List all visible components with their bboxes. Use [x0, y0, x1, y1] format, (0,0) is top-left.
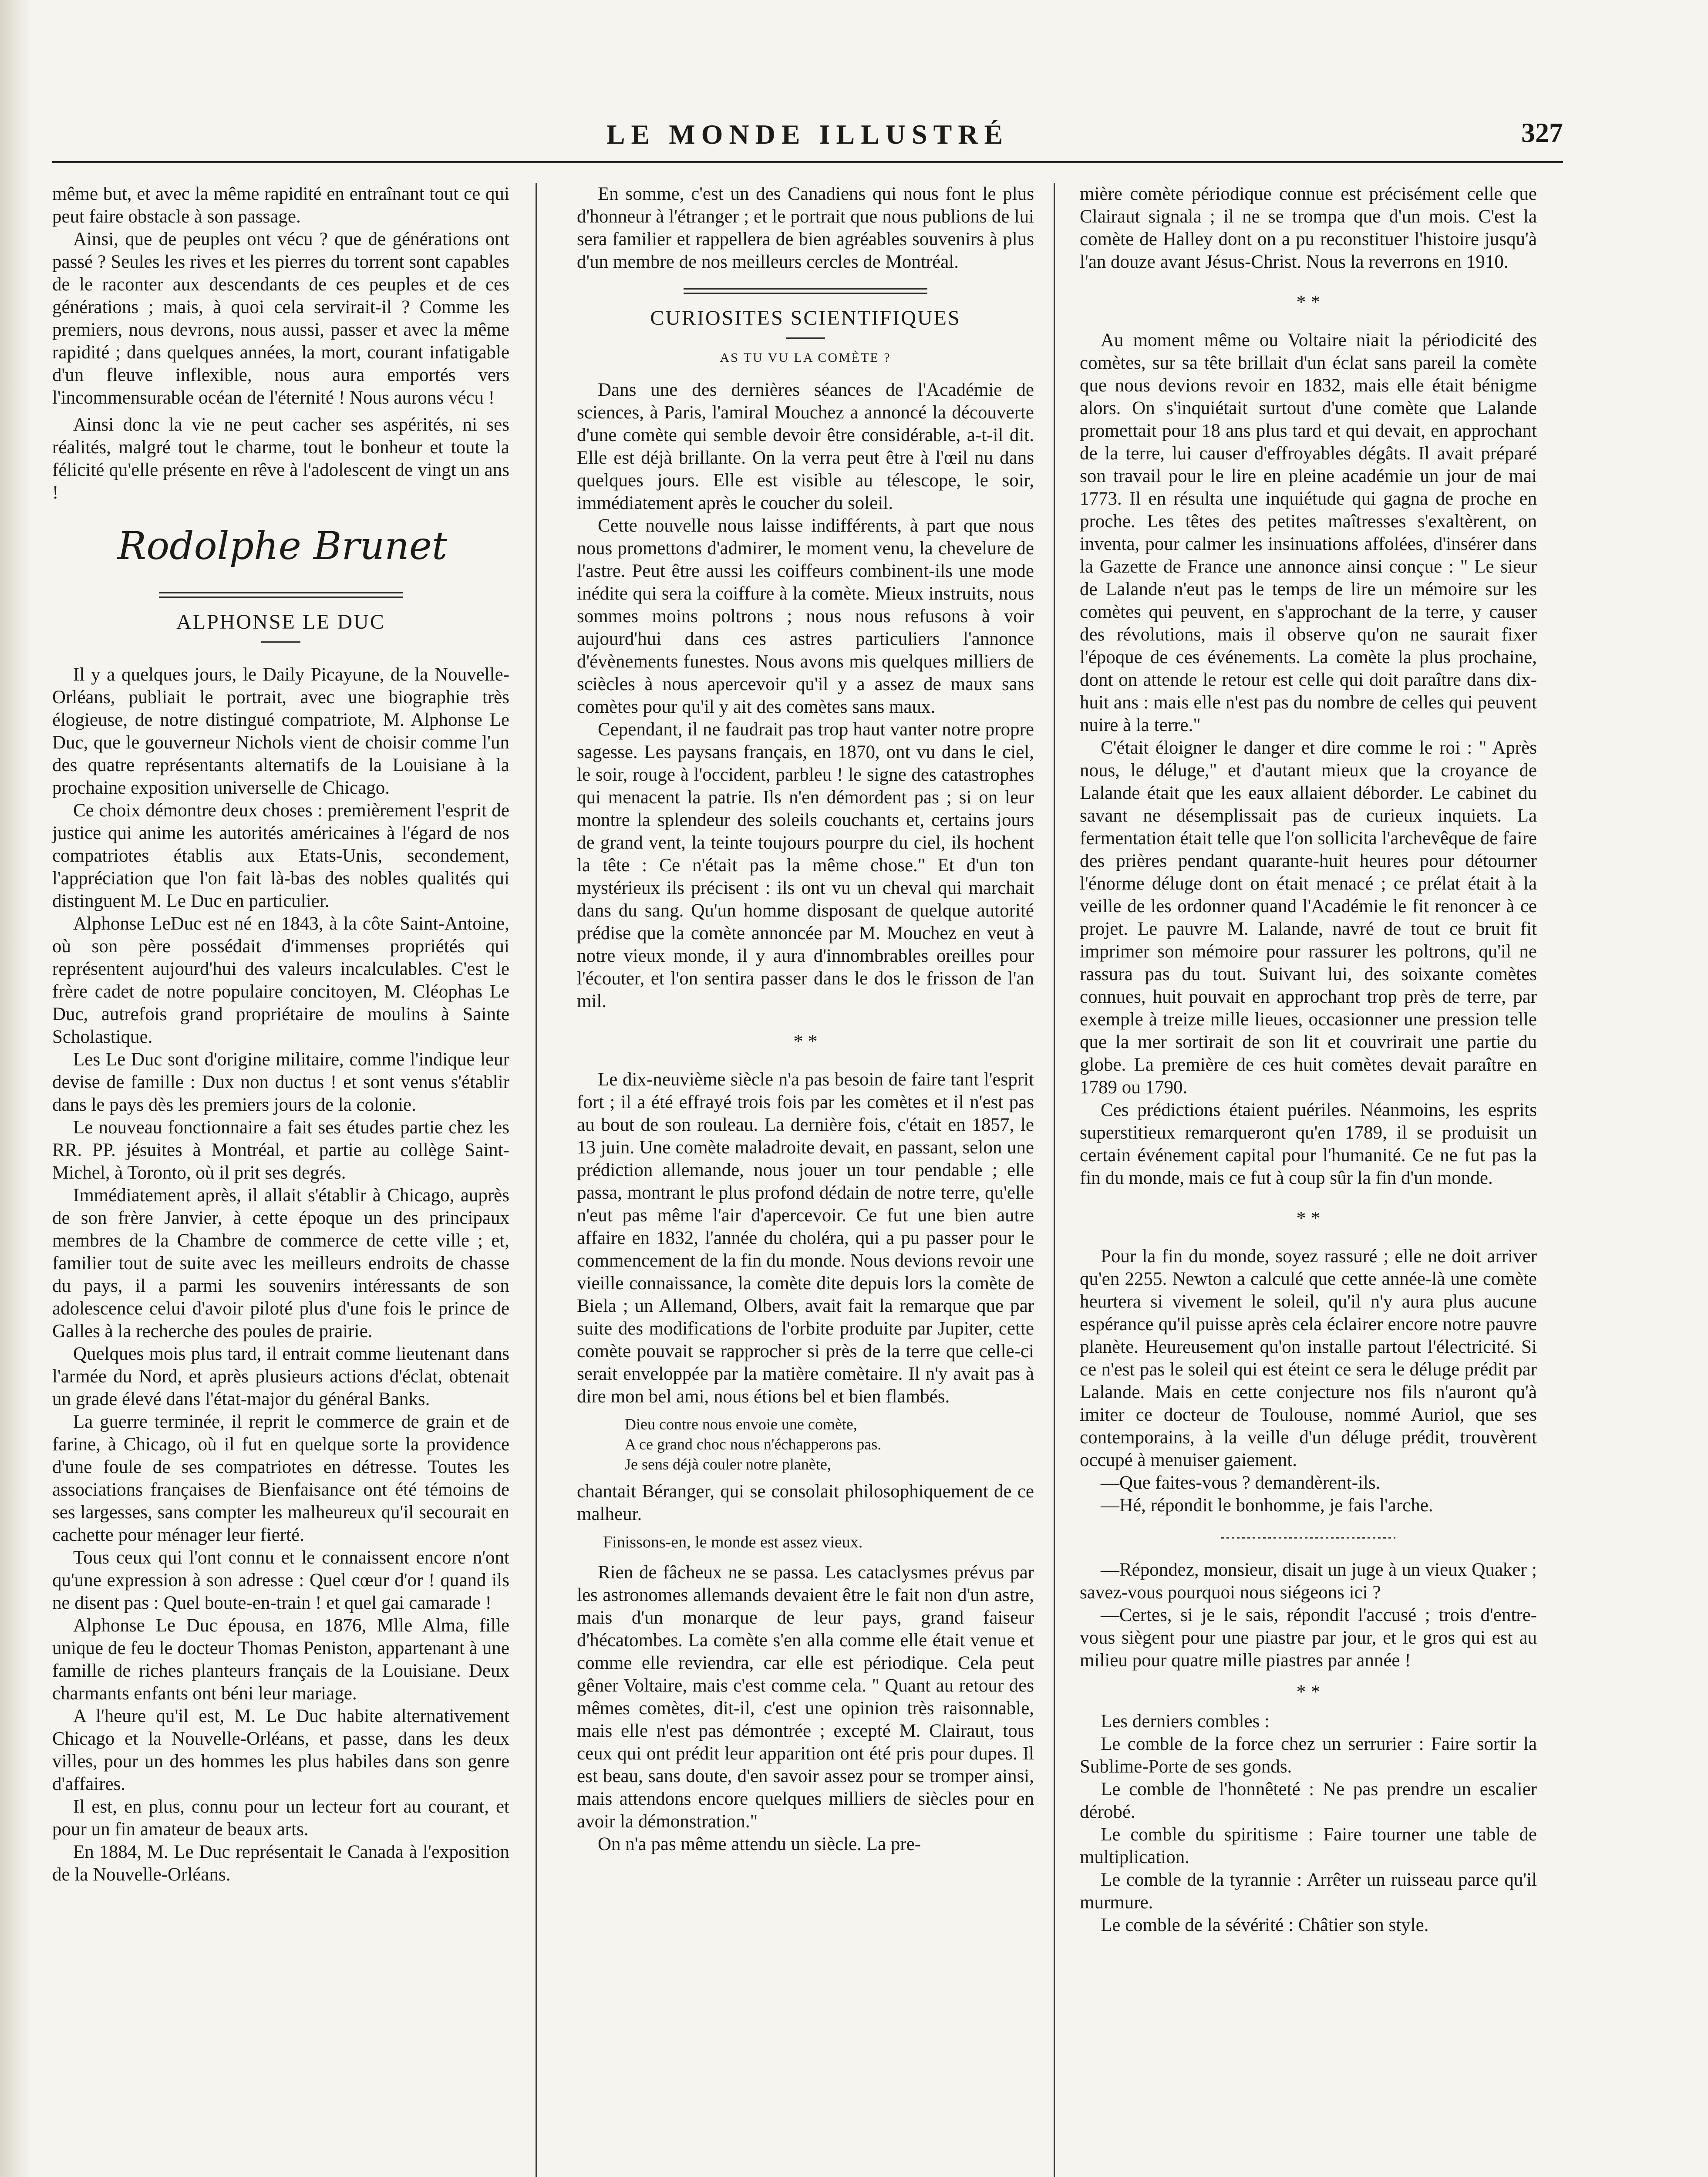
- article-title: ALPHONSE LE DUC: [176, 610, 385, 634]
- paragraph: La guerre terminée, il reprit le commerce de grain et de farine, à Chicago, où il fut en quelque sorte la providence d'une foule de ses compatriotes en détresse. Toutes les associations françaises de Bienfaisance ont été témoins de ses largesses, sans compter les malheureux qu'il secourait en cachette pour ménager leur fierté.: [52, 1412, 509, 1545]
- paragraph: Le comble de la force chez un serrurier : Faire sortir la Sublime-Porte de ses gonds.: [1080, 1734, 1537, 1777]
- paragraph: —Que faites-vous ? demandèrent-ils.: [1101, 1473, 1381, 1493]
- paragraph: —Hé, répondit le bonhomme, je fais l'arche.: [1101, 1495, 1433, 1516]
- paragraph: Le nouveau fonctionnaire a fait ses études partie chez les RR. PP. jésuites à Montréal, et partie au collège Saint-Michel, à Toronto, où il prit ses degrés.: [52, 1117, 509, 1183]
- paragraph: Il y a quelques jours, le Daily Picayune, de la Nouvelle-Orléans, publiait le portrait, avec une biographie très élogieuse, de notre distingué compatriote, M. Alphonse Le Duc, que le gouverneur Nichols vient de choisir comme l'un des quatre représentants alternatifs de la Louisiane à la prochaine exposition universelle de Chicago.: [52, 664, 509, 798]
- paragraph: Rien de fâcheux ne se passa. Les cataclysmes prévus par les astronomes allemands devaient être le fait non d'un astre, mais d'un monarque de leur pays, grand faiseur d'hécatombes. La comète s'en alla comme elle était venue et comme elle reviendra, car elle est périodique. Cela peut gêner Voltaire, mais c'est comme cela. " Quant au retour des mêmes comètes, dit-il, c'est une opinion très raisonnable, mais elle n'est pas démontrée ; excepté M. Clairaut, tous ceux qui ont prédit leur apparition ont été pris pour dupes. Il est beau, sans doute, d'en savoir assez pour se tromper ainsi, mais attendons encore quelques milliers de siècles pour en avoir la démonstration.": [577, 1562, 1034, 1832]
- column-3: [1080, 183, 1537, 1937]
- paragraph: Immédiatement après, il allait s'établir à Chicago, auprès de son frère Janvier, à cette époque un des principaux membres de la Chambre de commerce de cette ville ; et, familier tout de suite avec les meilleurs endroits de chasse du pays, il a parmi les souvenirs intéressants de son adolescence celui d'avoir piloté plus d'une fois le prince de Galles à la recherche des poules de prairie.: [52, 1185, 509, 1341]
- paragraph: Les derniers combles :: [1101, 1711, 1270, 1732]
- section-title: CURIOSITES SCIENTIFIQUES: [650, 307, 961, 330]
- asterism: * *: [793, 1031, 818, 1052]
- paragraph: —Certes, si je le sais, répondit l'accusé ; trois d'entre-vous siègent pour une piastre par jour, et le gros qui est au milieu pour quatre mille piastres par année !: [1080, 1605, 1537, 1671]
- paragraph: Ainsi donc la vie ne peut cacher ses aspérités, ni ses réalités, malgré tout le charme, tout le bonheur et toute la félicité qu'elle présente en rêve à l'adolescent de vingt un ans !: [52, 415, 509, 503]
- paragraph: En 1884, M. Le Duc représentait le Canada à l'exposition de la Nouvelle-Orléans.: [52, 1842, 509, 1885]
- verse-line: Dieu contre nous envoie une comète,: [625, 1415, 857, 1433]
- section-divider: [684, 288, 927, 294]
- paragraph: On n'a pas même attendu un siècle. La pre-: [598, 1834, 921, 1854]
- article-subtitle: AS TU VU LA COMÈTE ?: [720, 350, 891, 365]
- page-header: [52, 109, 1563, 163]
- column-rule: [536, 183, 537, 2177]
- paragraph: même but, et avec la même rapidité en entraînant tout ce qui peut faire obstacle à son passage.: [52, 184, 509, 227]
- verse-line: A ce grand choc nous n'échapperons pas.: [625, 1436, 882, 1453]
- paragraph: Il est, en plus, connu pour un lecteur fort au courant, et pour un fin amateur de beaux arts.: [52, 1796, 509, 1840]
- paragraph: chantait Béranger, qui se consolait philosophiquement de ce malheur.: [577, 1481, 1034, 1524]
- journal-title: LE MONDE ILLUSTRÉ: [606, 119, 1009, 150]
- verse-quote: [625, 1414, 1034, 1474]
- paragraph: Dans une des dernières séances de l'Académie de sciences, à Paris, l'amiral Mouchez a annoncé la découverte d'une comète qui semble devoir être considérable, a-t-il dit. Elle est déjà brillante. On la verra peut être à l'œil nu dans quelques jours. Elle est visible au télescope, le soir, immédiatement après le coucher du soleil.: [577, 380, 1034, 513]
- asterism: * *: [1296, 1207, 1321, 1229]
- verse-line: Je sens déjà couler notre planète,: [625, 1456, 831, 1473]
- paragraph: Tous ceux qui l'ont connu et le connaissent encore n'ont qu'une expression à son adresse : Quel cœur d'or ! quand ils ne disent pas : Quel boute-en-train ! et quel gai camarade !: [52, 1547, 509, 1613]
- paragraph: A l'heure qu'il est, M. Le Duc habite alternativement Chicago et la Nouvelle-Orléans, et passe, dans les deux villes, pour un des hommes les plus habiles dans son genre d'affaires.: [52, 1706, 509, 1794]
- paragraph: Pour la fin du monde, soyez rassuré ; elle ne doit arriver qu'en 2255. Newton a calculé que cette année-là une comète heurtera si vivement le soleil, qu'il n'y aura plus aucune espérance qu'il puisse après cela éclairer encore notre pauvre planète. Heureusement qu'on installe partout l'électricité. Si ce n'est pas le soleil qui est éteint ce sera le déluge prédit par Lalande. Mais en cette conjecture nos fils n'auront qu'à imiter ce docteur de Toulouse, nommé Auriol, que ses contemporains, à la veille d'un déluge prédit, trouvèrent occupé à menuiser gaiement.: [1080, 1246, 1537, 1470]
- paragraph: Ce choix démontre deux choses : premièrement l'esprit de justice qui anime les autorités américaines à l'égard de nos compatriotes établis aux Etats-Unis, secondement, l'appréciation que l'on fait là-bas des nobles qualités qui distinguent M. Le Duc en particulier.: [52, 800, 509, 911]
- paragraph: En somme, c'est un des Canadiens qui nous font le plus d'honneur à l'étranger ; et le portrait que nous publions de lui sera familier et rappellera de bien agréables souvenirs à plus d'un membre de nos meilleurs cercles de Montréal.: [577, 184, 1034, 272]
- paragraph: Cependant, il ne faudrait pas trop haut vanter notre propre sagesse. Les paysans français, en 1870, ont vu dans le ciel, le soir, rouge à l'occident, parbleu ! le signe des catastrophes qui menacent la patrie. Ils n'en démordent pas ; si on leur montre la splendeur des soleils couchants et, certains jours de grand vent, la teinte toujours pourpre du ciel, ils hochent la tête : Ce n'était pas la même chose." Et d'un ton mystérieux ils précisent : ils ont vu un cheval qui marchait dans du sang. Qu'un homme disposant de quelque autorité prédise que la comète annoncée par M. Mouchez en veut à notre vieux monde, il y aura d'innombrables oreilles pour l'écouter, et l'on sentira passer dans le dos le frisson de l'an mil.: [577, 719, 1034, 1011]
- verse-quote: Finissons-en, le monde est assez vieux.: [603, 1533, 863, 1551]
- paragraph: Ainsi, que de peuples ont vécu ? que de générations ont passé ? Seules les rives et les pierres du torrent sont capables de le raconter aux descendants de ces peuples et de ces générations ; mais, à quoi cela servirait-il ? Comme les premiers, nous devrons, nous aussi, passer et avec la même rapidité ; dans quelques années, la mort, courant infatigable d'un fleuve inflexible, nous aura emportés vers l'incommensurable océan de l'éternité ! Nous aurons vécu !: [52, 229, 509, 408]
- title-rule: [261, 641, 300, 643]
- paragraph: C'était éloigner le danger et dire comme le roi : " Après nous, le déluge," et d'autant mieux que la croyance de Lalande était que les eaux allaient déborder. Le cabinet du savant ne désemplissait pas de curieux inquiets. La fermentation était telle que l'on sollicita l'archevêque de faire des prières pendant quarante-huit heures pour détourner l'énorme déluge dont on était menacé ; ce prélat était à la veille de les ordonner quand l'Académie le fit renoncer à ce projet. Le pauvre M. Lalande, navré de tout ce bruit fit imprimer son mémoire pour rassurer les poltrons, qu'il ne rassura pas du tout. Suivant lui, des soixante comètes connues, huit pouvait en approchant trop près de terre, par exemple à treize mille lieues, occasionner une pression telle que la mer sortirait de son lit et couvrirait une partie du globe. La première de ces huit comètes devait paraître en 1789 ou 1790.: [1080, 738, 1537, 1098]
- paragraph: Quelques mois plus tard, il entrait comme lieutenant dans l'armée du Nord, et après plusieurs actions d'éclat, obtenait un grade élevé dans l'état-major du général Banks.: [52, 1344, 509, 1409]
- column-1: [52, 183, 509, 1886]
- paragraph: —Répondez, monsieur, disait un juge à un vieux Quaker ; savez-vous pourquoi nous siégeons ici ?: [1080, 1560, 1537, 1603]
- title-rule: [786, 337, 825, 339]
- paragraph: Cette nouvelle nous laisse indifférents, à part que nous nous promettons d'admirer, le moment venu, la chevelure de l'astre. Peut être aussi les coiffeurs combinent-ils une mode inédite qui sera la coiffure à la comète. Mieux instruits, nous sommes moins poltrons ; nous nous refusons à voir aujourd'hui dans ces astres particuliers l'annonce d'évènements funestes. Nous avons mis quelques milliers de sciècles à nous apercevoir qu'il y a assez de maux sans comètes pour qu'il y ait des comètes sans maux.: [577, 516, 1034, 717]
- asterism: * *: [1296, 291, 1321, 313]
- ornamental-divider: [1221, 1534, 1395, 1541]
- page-number: 327: [1521, 117, 1563, 148]
- paragraph: Le comble du spiritisme : Faire tourner une table de multiplication.: [1080, 1824, 1537, 1867]
- paragraph: Les Le Duc sont d'origine militaire, comme l'indique leur devise de famille : Dux non ductus ! et sont venus s'établir dans le pays dès les premiers jours de la colonie.: [52, 1049, 509, 1115]
- paragraph: Le dix-neuvième siècle n'a pas besoin de faire tant l'esprit fort ; il a été effrayé trois fois par les comètes et il n'est pas au bout de son rouleau. La dernière fois, c'était en 1857, le 13 juin. Une comète maladroite devait, en passant, selon une prédiction allemande, nous jouer un tour pendable ; elle passa, montrant le plus profond dédain de notre terre, qu'elle n'eut pas même l'air d'apercevoir. Ce fut une bien autre affaire en 1832, l'année du choléra, qui a pu passer pour le commencement de la fin du monde. Nous devions revoir une vieille connaissance, la comète dite depuis lors la comète de Biela ; un Allemand, Olbers, avait fait la remarque que par suite des modifications de l'orbite produite par Jupiter, cette comète pouvait se rapprocher si près de la terre que celle-ci serait enveloppée par la matière comètaire. Il n'y avait pas à dire mon bel ami, nous étions bel et bien flambés.: [577, 1069, 1034, 1407]
- asterism: * *: [1296, 1681, 1321, 1702]
- section-divider: [159, 592, 403, 598]
- paragraph: Le comble de la tyrannie : Arrêter un ruisseau parce qu'il murmure.: [1080, 1870, 1537, 1913]
- paragraph: Le comble de l'honnêteté : Ne pas prendre un escalier dérobé.: [1080, 1779, 1537, 1822]
- paragraph: Ces prédictions étaient puériles. Néanmoins, les esprits superstitieux remarqueront qu'en 1789, il se produisit un certain événement capital pour l'humanité. Ce ne fut pas la fin du monde, mais ce fut à coup sûr la fin d'un monde.: [1080, 1100, 1537, 1188]
- column-rule: [1054, 183, 1055, 2177]
- paragraph: Le comble de la sévérité : Châtier son style.: [1101, 1915, 1429, 1935]
- column-2: [577, 183, 1034, 1856]
- paragraph: Au moment même ou Voltaire niait la périodicité des comètes, sur sa tête brillait d'un éclat sans pareil la comète que nous devions revoir en 1832, mais elle était bénigme alors. On s'inquiétait surtout d'une comète que Lalande promettait pour 18 ans plus tard et qui devait, en approchant de la terre, lui causer d'effroyables dégâts. Il avait préparé son travail pour le lire en pleine académie un jour de mai 1773. Il en résulta une inquiétude qui gagna de proche en proche. Les têtes des petites maîtresses s'exaltèrent, on inventa, pour calmer les insinuations affolées, d'insérer dans la Gazette de France une annonce ainsi conçue : " Le sieur de Lalande n'eut pas le temps de lire un mémoire sur les comètes qui peuvent, en s'approchant de la terre, y causer des révolutions, mais il observe qu'on ne saurait fixer l'époque de ces événements. La comète la plus prochaine, dont on attende le retour est celle qui doit paraître dans dix-huit ans : mais elle n'est pas du nombre de celles qui peuvent nuire à la terre.": [1080, 330, 1537, 735]
- author-signature: Rodolphe Brunet: [118, 523, 448, 568]
- paragraph: Alphonse Le Duc épousa, en 1876, Mlle Alma, fille unique de feu le docteur Thomas Peniston, appartenant à une famille de riches planteurs français de la Louisiane. Deux charmants enfants ont béni leur mariage.: [52, 1615, 509, 1704]
- paragraph: Alphonse LeDuc est né en 1843, à la côte Saint-Antoine, où son père possédait d'immenses propriétés qui représentent aujourd'hui des valeurs incalculables. C'est le frère cadet de notre populaire concitoyen, M. Cléophas Le Duc, autrefois grand propriétaire de moulins à Sainte Scholastique.: [52, 913, 509, 1047]
- page-edge: [0, 0, 30, 2177]
- paragraph: mière comète périodique connue est précisément celle que Clairaut signala ; il ne se trompa que d'un mois. C'est la comète de Halley dont on a pu reconstituer l'histoire jusqu'à l'an douze avant Jésus-Christ. Nous la reverrons en 1910.: [1080, 184, 1537, 272]
